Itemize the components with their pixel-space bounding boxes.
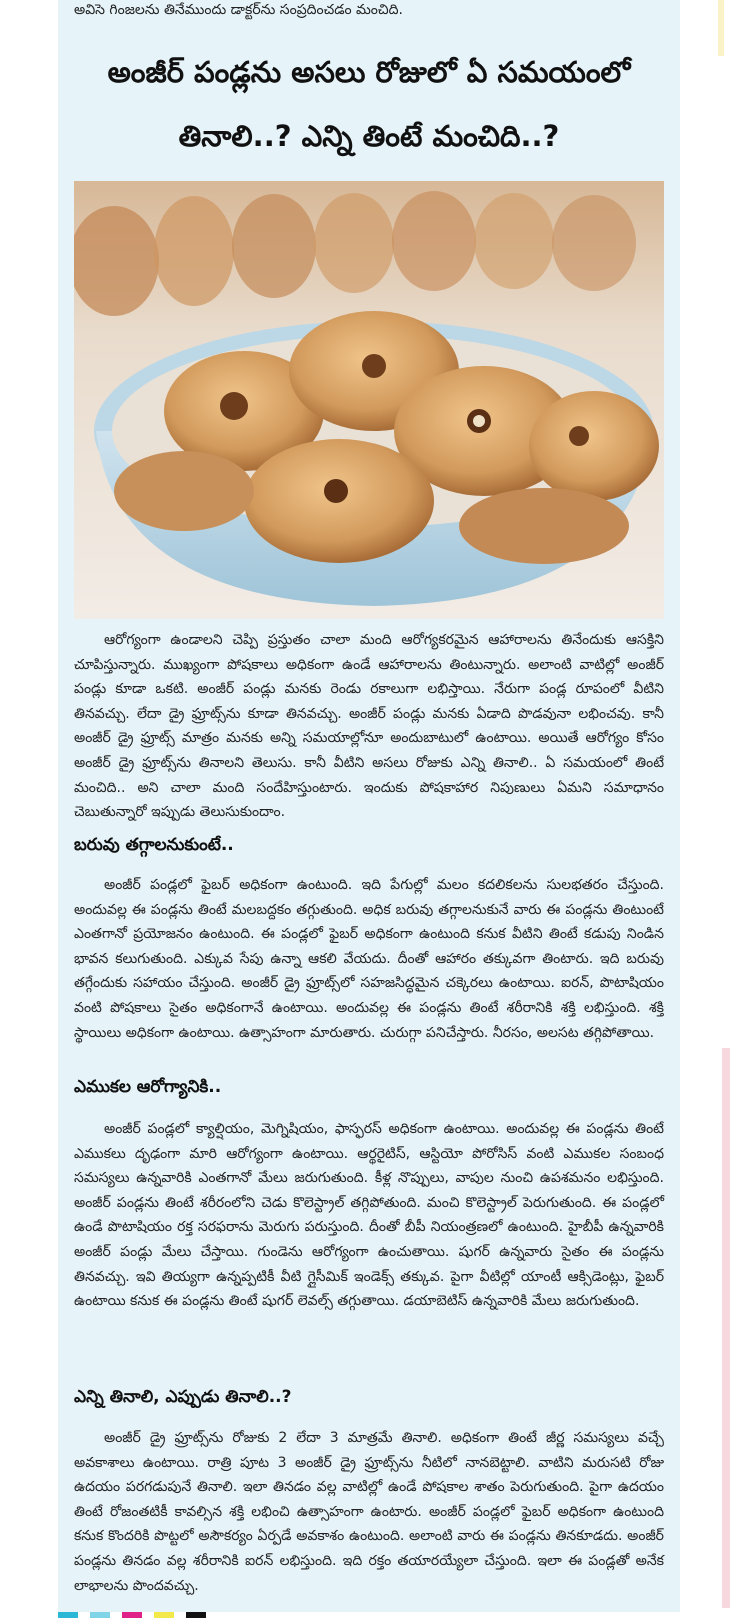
article-paragraph: అంజీర్ పండ్లలో ఫైబర్ అధికంగా ఉంటుంది. ఇది పేగుల్లో మలం కదలికలను సులభతరం చేస్తుంది. అందువల్ల ఈ పండ్లను తింటే మలబద్దకం తగ్గుతుంది. అధిక బరువు తగ్గాలనుకునే వారు ఈ పండ్లను తింటుంటే ఎంతగానో ప్రయోజనం ఉంటుంది. ఈ పండ్లలో ఫైబర్ అధికంగా ఉంటుంది కనుక వీటిని తింటే కడుపు నిండిన భావన కలుగుతుంది. ఎక్కువ సేపు ఉన్నా ఆకలి వేయదు. దీంతో ఆహారం తక్కువగా తింటారు. ఇది బరువు తగ్గేందుకు సహాయం చేస్తుంది. అంజీర్ డ్రై ఫ్రూట్స్‌లో సహజసిద్ధమైన చక్కెరలు ఉంటాయి. ఐరన్, పొటాషియం వంటి పోషకాలు సైతం అధికంగానే ఉంటాయి. అందువల్ల ఈ పండ్లను తింటే శరీరానికి శక్తి లభిస్తుంది. శక్తి స్థాయిలు అధికంగా ఉంటాయి. ఉత్సాహంగా మారుతారు. చురుగ్గా పనిచేస్తారు. నీరసం, అలసట తగ్గిపోతాయి.	[74, 877, 664, 1041]
side-ad-edge-lower	[722, 1048, 730, 1608]
article-headline: అంజీర్ పండ్లను అసలు రోజులో ఏ సమయంలో తినాలి..? ఎన్ని తింటే మంచిది..?	[107, 55, 631, 153]
section-heading: బరువు తగ్గాలనుకుంటే..	[74, 835, 234, 855]
section-heading: ఎన్ని తినాలి, ఎప్పుడు తినాలి..?	[74, 1387, 292, 1407]
previous-article-tail: అవిసె గింజలను తినేముందు డాక్టర్‌ను సంప్రదించడం మంచిది.	[74, 2, 403, 18]
strip-swatch	[122, 1612, 142, 1618]
article-paragraph: అంజీర్ డ్రై ఫ్రూట్స్‌ను రోజుకు 2 లేదా 3 మాత్రమే తినాలి. అధికంగా తింటే జీర్ణ సమస్యలు వచ్చే అవకాశాలు ఉంటాయి. రాత్రి పూట 3 అంజీర్ డ్రై ఫ్రూట్స్‌ను నీటిలో నానబెట్టాలి. వాటిని మరుసటి రోజు ఉదయం పరగడుపునే తినాలి. ఇలా తినడం వల్ల వాటిల్లో ఉండే పోషకాల శాతం పెరుగుతుంది. పైగా ఉదయం తింటే రోజంతటికీ కావల్సిన శక్తి లభించి ఉత్సాహంగా ఉంటారు. అంజీర్ పండ్లలో ఫైబర్ అధికంగా ఉంటుంది కనుక కొందరికి పొట్టలో అసౌకర్యం ఏర్పడే అవకాశం ఉంటుంది. అలాంటి వారు ఈ పండ్లను తినకూడదు. అంజీర్ పండ్లను తినడం వల్ల శరీరానికి ఐరన్ లభిస్తుంది. ఇది రక్తం తయారయ్యేలా చేస్తుంది. ఇలా ఈ పండ్లతో అనేక లాభాలను పొందవచ్చు.	[74, 1430, 664, 1594]
section-heading: ఎముకల ఆరోగ్యానికి..	[74, 1077, 222, 1097]
strip-swatch	[90, 1612, 110, 1618]
strip-swatch	[154, 1612, 174, 1618]
article-paragraph: అంజీర్ పండ్లలో క్యాల్షియం, మెగ్నిషియం, ఫాస్ఫరస్ అధికంగా ఉంటాయి. అందువల్ల ఈ పండ్లను తింటే ఎముకలు దృఢంగా మారి ఆరోగ్యంగా ఉంటాయి. ఆర్థరైటిస్, ఆస్టియో పోరోసిస్ వంటి ఎముకల సంబంధ సమస్యలు ఉన్నవారికి ఎంతగానో మేలు జరుగుతుంది. కీళ్ల నొప్పులు, వాపుల నుంచి ఉపశమనం లభిస్తుంది. అంజీర్ పండ్లను తింటే శరీరంలోని చెడు కొలెస్ట్రాల్ తగ్గిపోతుంది. మంచి కొలెస్ట్రాల్ పెరుగుతుంది. ఈ పండ్లలో ఉండే పొటాషియం రక్త సరఫరాను మెరుగు పరుస్తుంది. దీంతో బీపీ నియంత్రణలో ఉంటుంది. హైబీపీ ఉన్నవారికి అంజీర్ పండ్లు మేలు చేస్తాయి. గుండెను ఆరోగ్యంగా ఉంచుతాయి. షుగర్ ఉన్నవారు సైతం ఈ పండ్లను తినవచ్చు. ఇవి తియ్యగా ఉన్నప్పటికీ వీటి గ్లైసీమిక్ ఇండెక్స్ తక్కువ. పైగా వీటిల్లో యాంటీ ఆక్సిడెంట్లు, ఫైబర్ ఉంటాయి కనుక ఈ పండ్లను తింటే షుగర్ లెవల్స్ తగ్గుతాయి. డయాబెటిస్ ఉన్నవారికి మేలు జరుగుతుంది.	[74, 1121, 664, 1310]
side-ad-edge	[718, 0, 724, 56]
figs-in-bowl-photo	[74, 181, 664, 619]
article-paragraph: ఆరోగ్యంగా ఉండాలని చెప్పి ప్రస్తుతం చాలా మంది ఆరోగ్యకరమైన ఆహారాలను తినేందుకు ఆసక్తిని చూపిస్తున్నారు. ముఖ్యంగా పోషకాలు అధికంగా ఉండే ఆహారాలను తింటున్నారు. అలాంటి వాటిల్లో అంజీర్ పండ్లు కూడా ఒకటి. అంజీర్ పండ్లు మనకు రెండు రకాలుగా లభిస్తాయి. నేరుగా పండ్ల రూపంలో వీటిని తినవచ్చు. లేదా డ్రై ఫ్రూట్స్‌ను కూడా తినవచ్చు. అంజీర్ పండ్లు మనకు ఏడాది పొడవునా లభించవు. కానీ అంజీర్ డ్రై ఫ్రూట్స్ మాత్రం మనకు అన్ని సమయాల్లోనూ అందుబాటులో ఉంటాయి. అయితే ఆరోగ్యం కోసం అంజీర్ డ్రై ఫ్రూట్స్‌ను తినాలని తెలుసు. కానీ వీటిని అసలు రోజుకు ఎన్ని తినాలి.. ఏ సమయంలో తింటే మంచిది.. అని చాలా మంది సందేహిస్తుంటారు. ఇందుకు పోషకాహార నిపుణులు ఏమని సమాధానం చెబుతున్నారో ఇప్పుడు తెలుసుకుందాం.	[74, 632, 664, 821]
strip-swatch	[58, 1612, 78, 1618]
strip-swatch	[186, 1612, 206, 1618]
brand-color-strip	[58, 1612, 698, 1618]
